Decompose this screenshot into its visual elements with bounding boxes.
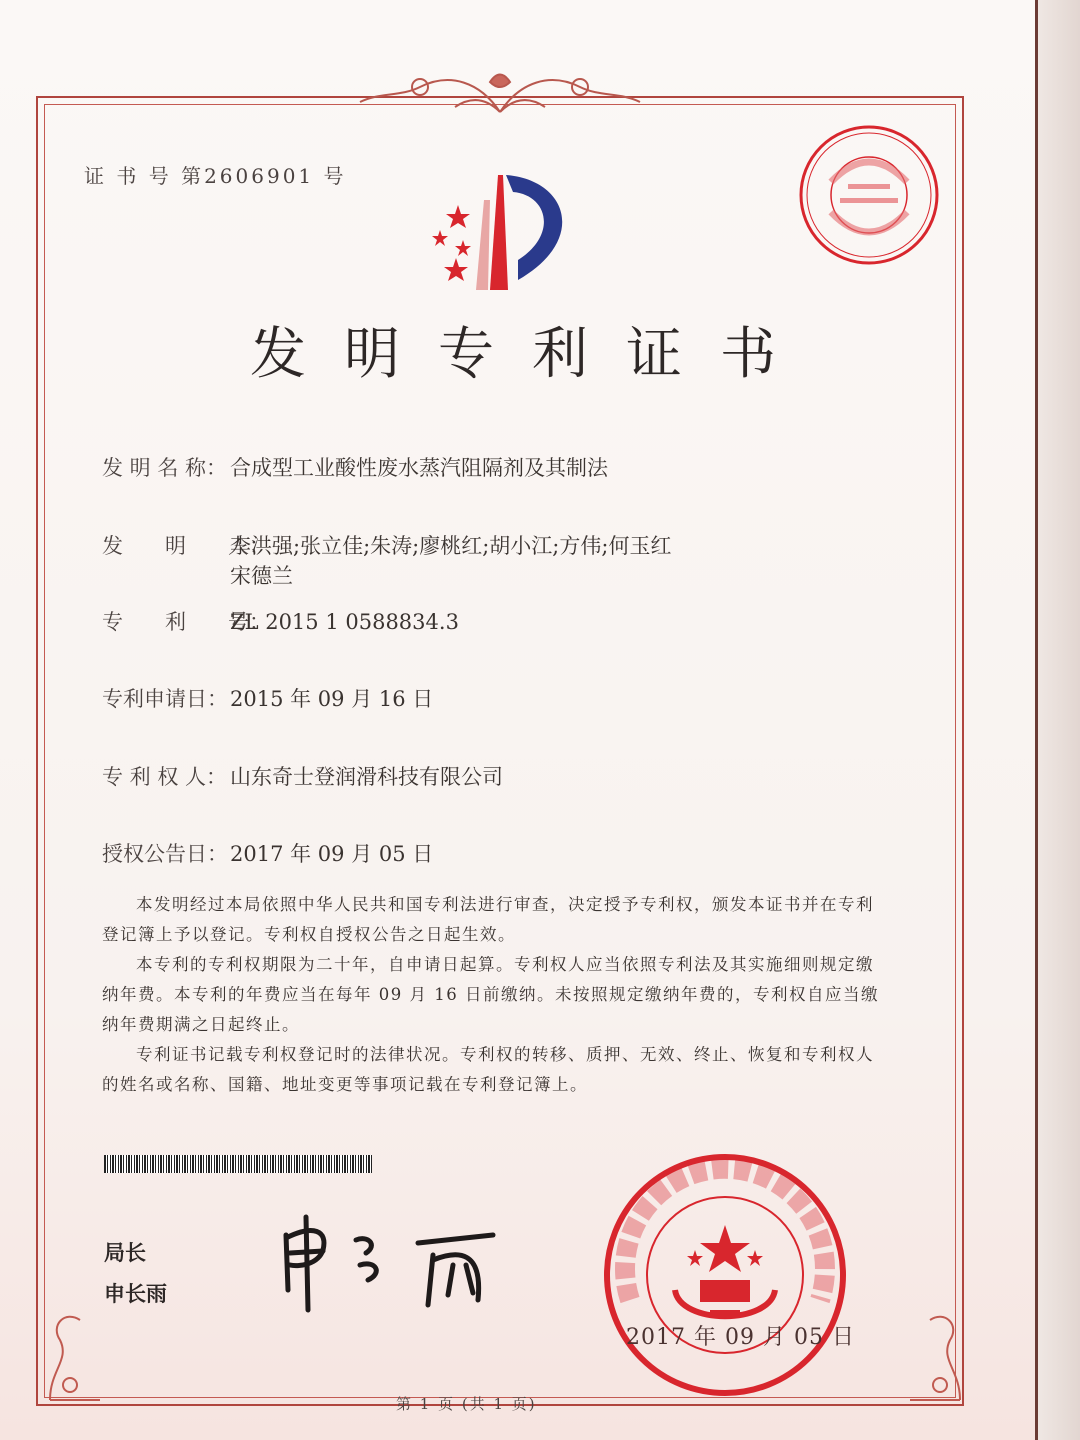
body-paragraph-3: 专利证书记载专利权登记时的法律状况。专利权的转移、质押、无效、终止、恢复和专利权人的姓名或名称、国籍、地址变更等事项记载在专利登记簿上。 [102,1045,874,1094]
field-value: 合成型工业酸性废水蒸汽阻隔剂及其制法 [230,456,608,480]
field-inventors-line2: 宋德兰 [230,564,293,588]
page-edge [1035,0,1080,1440]
body-paragraph-1: 本发明经过本局依照中华人民共和国专利法进行审查，决定授予专利权，颁发本证书并在专利登记簿上予以登记。专利权自授权公告之日起生效。 [102,895,874,944]
field-value: 李洪强;张立佳;朱涛;廖桃红;胡小江;方伟;何玉红 [230,534,672,558]
field-label: 专 利 号： [102,610,270,634]
field-value: 2017 年 09 月 05 日 [230,842,434,866]
field-patentee [102,761,503,791]
director-signature [268,1205,508,1315]
certificate-number [84,160,347,189]
field-value: 山东奇士登润滑科技有限公司 [230,765,503,789]
certificate-number-value: 2606901 [204,164,315,188]
field-grant-date [102,838,433,868]
national-ip-seal-icon [600,1150,850,1400]
barcode [104,1155,372,1173]
certificate-number-suffix: 号 [323,164,347,188]
tax-seal-icon [796,122,942,268]
field-label: 发 明 人： [102,534,270,558]
field-label: 专利申请日： [102,687,228,711]
corner-ornament-left-icon [40,1290,110,1410]
sipo-logo-icon [418,170,588,300]
field-value: ZL 2015 1 0588834.3 [230,610,459,634]
director-name: 申长雨 [104,1282,167,1306]
page-number: 第 1 页 (共 1 页) [396,1395,537,1413]
director-title: 局长 [104,1241,146,1265]
certificate-body [102,890,882,1100]
field-patent-number [102,606,459,636]
field-filing-date [102,683,433,713]
corner-ornament-right-icon [900,1290,970,1410]
certificate-number-label: 证 书 号 第 [84,164,205,188]
field-label: 发 明 名 称： [102,456,228,480]
body-paragraph-2: 本专利的专利权期限为二十年，自申请日起算。专利权人应当依照专利法及其实施细则规定缴纳年费。本专利的年费应当在每年 09 月 16 日前缴纳。未按照规定缴纳年费的，专利权自应当缴纳年费期满之日起终止。 [102,955,879,1034]
top-ornament-icon [340,62,660,132]
field-label: 专 利 权 人： [102,765,228,789]
seal-date: 2017 年 09 月 05 日 [626,1325,855,1350]
field-label: 授权公告日： [102,842,228,866]
field-inventors [102,530,671,560]
field-value: 2015 年 09 月 16 日 [230,687,434,711]
certificate-title: 发明专利证书 [250,322,814,387]
field-invention-name [102,452,608,482]
